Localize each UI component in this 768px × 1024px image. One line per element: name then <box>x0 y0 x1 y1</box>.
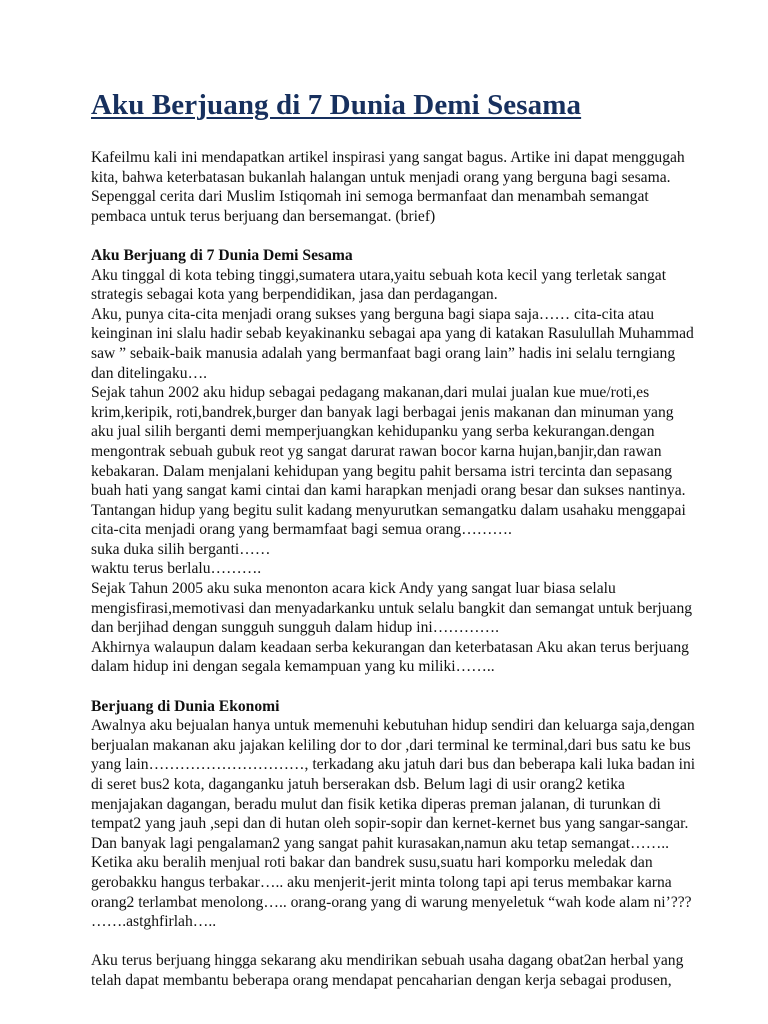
article-title-link[interactable]: Aku Berjuang di 7 Dunia Demi Sesama <box>91 89 582 121</box>
intro-paragraph: Kafeilmu kali ini mendapatkan artikel inspirasi yang sangat bagus. Artike ini dapat menggugah kita, bahwa keterbatasan bukanlah halangan untuk menjadi orang yang berguna bagi sesama. Sepenggal cerita dari Muslim Istiqomah ini semoga bermanfaat dan menambah semangat pembaca untuk terus berjuang dan bersemangat. (brief) <box>91 149 685 225</box>
closing-paragraph: Aku terus berjuang hingga sekarang aku mendirikan sebuah usaha dagang obat2an herbal yang telah dapat membantu beberapa orang mendapat pencaharian dengan kerja sebagai produsen, <box>91 952 684 989</box>
spacer <box>91 932 708 952</box>
spacer <box>91 677 708 697</box>
section-body-main: Aku tinggal di kota tebing tinggi,sumatera utara,yaitu sebuah kota kecil yang terletak sangat strategis sebagai kota yang berpendidikan, jasa dan perdagangan. Aku, punya cita-cita menjadi orang sukses yang berguna bagi siapa saja…… cita-cita atau keinginan ini slalu hadir sebab keyakinanku sebagai apa yang di katakan Rasulullah Muhammad saw ” sebaik-baik manusia adalah yang bermanfaat bagi orang lain” hadis ini selalu terngiang dan ditelingaku…. Sejak tahun 2002 aku hidup sebagai pedagang makanan,dari mulai jualan kue mue/roti,es krim,keripik, roti,bandrek,burger dan banyak lagi berbagai jenis makanan dan minuman yang aku jual silih berganti demi memperjuangkan kehidupanku yang serba kekurangan.dengan mengontrak sebuah gubuk reot yg sangat darurat rawan bocor karna hujan,banjir,dan rawan kebakaran. Dalam menjalani kehidupan yang begitu pahit bersama istri tercinta dan sepasang buah hati yang sangat kami cintai dan kami harapkan menjadi orang besar dan sukses nantinya. Tantangan hidup yang begitu sulit kadang menyurutkan semangatku dalam usahaku menggapai cita-cita menjadi orang yang bermamfaat bagi semua orang………. suka duka silih berganti…… waktu terus berlalu………. Sejak Tahun 2005 aku suka menonton acara kick Andy yang sangat luar biasa selalu mengisfirasi,memotivasi dan menyadarkanku untuk selalu bangkit dan semangat untuk berjuang dan berjihad dengan sungguh sungguh dalam hidup ini…………. Akhirnya walaupun dalam keadaan serba kekurangan dan keterbatasan Aku akan terus berjuang dalam hidup ini dengan segala kemampuan yang ku miliki…….. <box>91 266 694 676</box>
section-body-economy: Awalnya aku bejualan hanya untuk memenuhi kebutuhan hidup sendiri dan keluarga saja,dengan berjualan makanan aku jajakan keliling dor to dor ,dari terminal ke terminal,dari bus satu ke bus yang lain…………………………, terkadang aku jatuh dari bus dan beberapa kali luka badan ini di seret bus2 kota, daganganku jatuh berserakan dsb. Belum lagi di usir orang2 ketika menjajakan dagangan, beradu mulut dan fisik ketika diperas preman jalanan, di turunkan di tempat2 yang jauh ,sepi dan di hutan oleh sopir-sopir dan kernet-kernet bus yang sangar-sangar. Dan banyak lagi pengalaman2 yang sangat pahit kurasakan,namun aku tetap semangat…….. Ketika aku beralih menjual roti bakar dan bandrek susu,suatu hari komporku meledak dan gerobakku hangus terbakar….. aku menjerit-jerit minta tolong tapi api terus membakar karna orang2 terlambat menolong….. orang-orang yang di warung menyeletuk “wah kode alam ni’??? …….astghfirlah….. <box>91 717 696 931</box>
section-heading-economy: Berjuang di Dunia Ekonomi <box>91 697 280 715</box>
section-heading-main: Aku Berjuang di 7 Dunia Demi Sesama <box>91 246 353 264</box>
spacer <box>91 226 708 246</box>
